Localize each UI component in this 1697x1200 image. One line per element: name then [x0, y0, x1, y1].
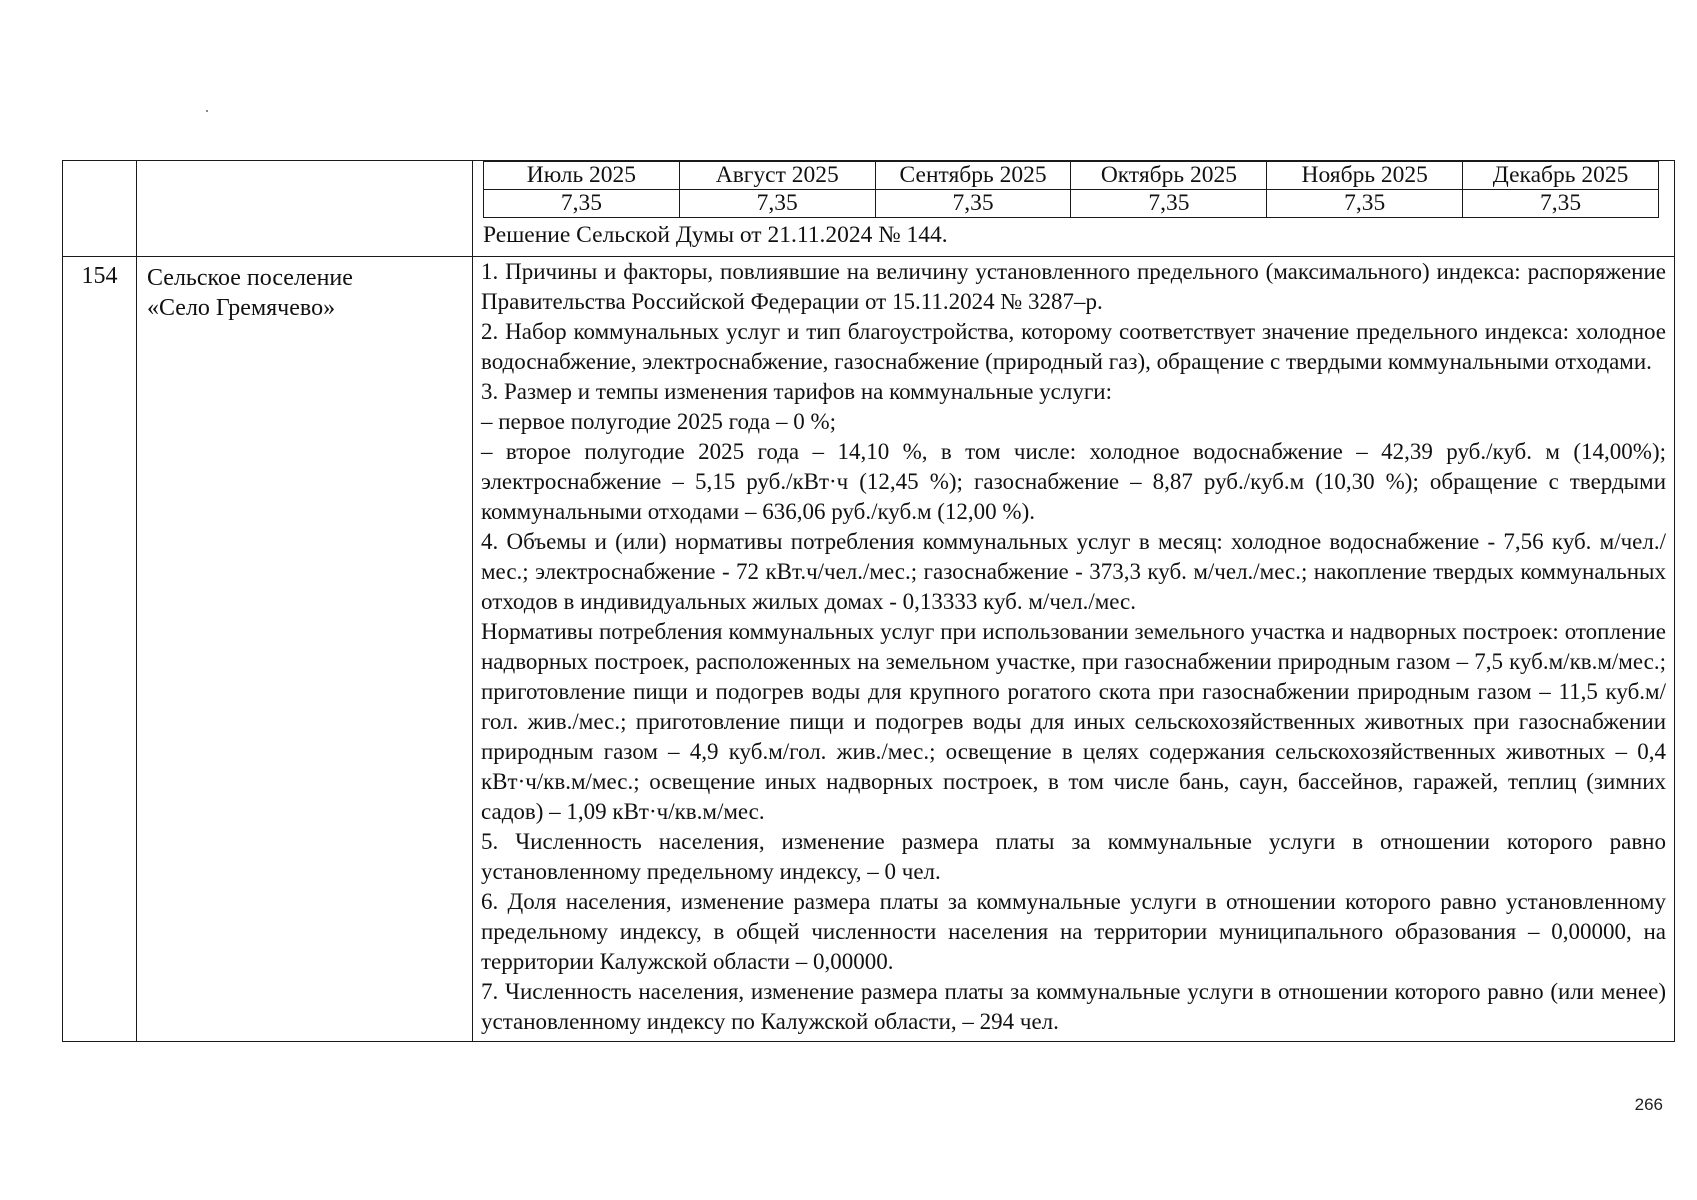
month-value: 7,35	[875, 190, 1071, 218]
paragraph-3-second-half: – второе полугодие 2025 года – 14,10 %, в том числе: холодное водоснабжение – 42,39 руб./куб. м (14,00%); электроснабжение – 5,15 руб./кВт·ч (12,45 %); газоснабжение – 8,87 руб./куб.м (10,30 %); обращение с твердыми коммунальными отходами – 636,06 руб./куб.м (12,00 %).	[481, 439, 1666, 524]
month-value: 7,35	[1071, 190, 1267, 218]
settlement-name	[137, 257, 473, 1042]
settlement-name-line1: Сельское поселение	[147, 265, 353, 291]
monthly-index-table	[483, 161, 1659, 218]
paragraph-4: 4. Объемы и (или) нормативы потребления коммунальных услуг в месяц: холодное водоснабжение - 7,56 куб. м/чел./мес.; электроснабжение - 72 кВт.ч/чел./мес.; газоснабжение - 373,3 куб. м/чел./мес.; накопление твердых коммунальных отходов в индивидуальных жилых домах - 0,13333 куб. м/чел./мес.	[481, 529, 1666, 614]
month-header: Август 2025	[679, 162, 875, 190]
row-description	[473, 257, 1675, 1042]
paragraph-1: 1. Причины и факторы, повлиявшие на величину установленного предельного (максимального) индекса: распоряжение Правительства Российской Федерации от 15.11.2024 № 3287–р.	[481, 259, 1666, 314]
cell-name-empty	[137, 161, 473, 257]
paragraph-3-first-half: – первое полугодие 2025 года – 0 %;	[481, 409, 837, 434]
months-value-row	[484, 190, 1659, 218]
month-header: Июль 2025	[484, 162, 680, 190]
table-row-154	[63, 257, 1675, 1042]
cell-number-empty	[63, 161, 137, 257]
month-header: Октябрь 2025	[1071, 162, 1267, 190]
cell-months-block	[473, 161, 1675, 257]
paragraph-3: 3. Размер и темпы изменения тарифов на коммунальные услуги:	[481, 379, 1112, 404]
months-header-row	[484, 162, 1659, 190]
table-row-continuation	[63, 161, 1675, 257]
paragraph-4-norms: Нормативы потребления коммунальных услуг при использовании земельного участка и надворных построек: отопление надворных построек, расположенных на земельном участке, при газоснабжении природным газом – 7,5 куб.м/кв.м/мес.; приготовление пищи и подогрев воды для крупного рогатого скота при газоснабжении природным газом – 11,5 куб.м/гол. жив./мес.; приготовление пищи и подогрев воды для иных сельскохозяйственных животных при газоснабжении природным газом – 4,9 куб.м/гол. жив./мес.; освещение в целях содержания сельскохозяйственных животных – 0,4 кВт·ч/кв.м/мес.; освещение иных надворных построек, в том числе бань, саун, бассейнов, гаражей, теплиц (зимних садов) – 1,09 кВт·ч/кв.м/мес.	[481, 619, 1666, 824]
tariff-table	[62, 160, 1675, 1042]
paragraph-7: 7. Численность населения, изменение размера платы за коммунальные услуги в отношении которого равно (или менее) установленному индексу по Калужской области, – 294 чел.	[481, 979, 1666, 1034]
decision-reference: Решение Сельской Думы от 21.11.2024 № 144.	[483, 222, 948, 248]
paragraph-5: 5. Численность населения, изменение размера платы за коммунальные услуги в отношении которого равно установленному предельному индексу, – 0 чел.	[481, 829, 1666, 884]
month-value: 7,35	[484, 190, 680, 218]
month-value: 7,35	[679, 190, 875, 218]
settlement-name-line2: «Село Гремячево»	[147, 295, 336, 321]
page-number: 266	[1634, 1095, 1663, 1114]
scan-speck	[206, 110, 208, 112]
row-number: 154	[63, 257, 137, 1042]
paragraph-6: 6. Доля населения, изменение размера платы за коммунальные услуги в отношении которого равно установленному предельному индексу, в общей численности населения на территории муниципального образования – 0,00000, на территории Калужской области – 0,00000.	[481, 889, 1666, 974]
month-header: Ноябрь 2025	[1267, 162, 1463, 190]
month-value: 7,35	[1267, 190, 1463, 218]
month-header: Сентябрь 2025	[875, 162, 1071, 190]
paragraph-2: 2. Набор коммунальных услуг и тип благоустройства, которому соответствует значение предельного индекса: холодное водоснабжение, электроснабжение, газоснабжение (природный газ), обращение с твердыми коммунальными отходами.	[481, 319, 1666, 374]
month-header: Декабрь 2025	[1463, 162, 1659, 190]
month-value: 7,35	[1463, 190, 1659, 218]
